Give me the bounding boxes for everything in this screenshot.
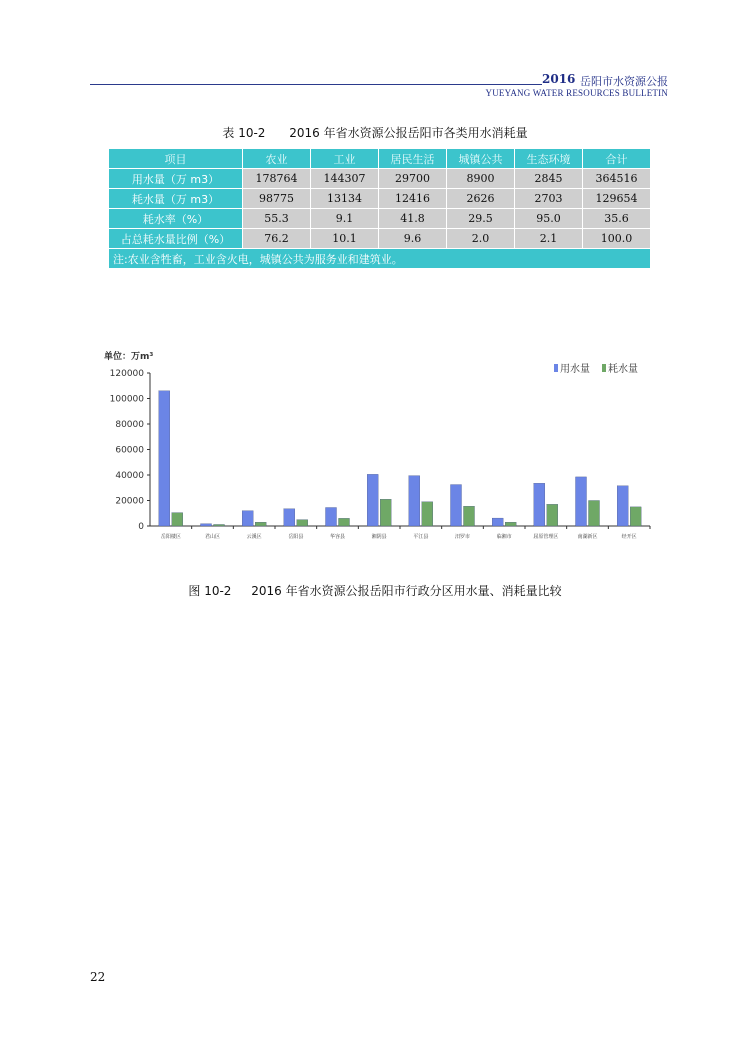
bar-water-consumption — [255, 522, 266, 526]
water-consumption-table — [108, 148, 651, 269]
x-tick-label: 平江县 — [413, 534, 429, 540]
bar-water-use — [534, 483, 545, 526]
bar-water-use — [451, 485, 462, 526]
table-cell: 9.1 — [311, 209, 379, 229]
table-caption-number: 表 10-2 — [222, 126, 266, 140]
bar-water-use — [242, 511, 253, 526]
table-cell: 41.8 — [379, 209, 447, 229]
bar-water-consumption — [172, 513, 183, 526]
table-cell: 12416 — [379, 189, 447, 209]
figure-caption-number: 图 10-2 — [188, 584, 232, 598]
row-label: 占总耗水量比例（%） — [109, 229, 243, 249]
page-header — [90, 70, 668, 102]
row-label: 用水量（万 m3） — [109, 169, 243, 189]
y-tick-label: 80000 — [115, 420, 144, 430]
district-water-chart — [100, 348, 660, 548]
legend-label: 用水量 — [560, 364, 590, 375]
row-label: 耗水率（%） — [109, 209, 243, 229]
table-header-row — [109, 149, 651, 169]
table-cell: 29.5 — [447, 209, 515, 229]
table-header-cell: 居民生活 — [379, 149, 447, 169]
x-tick-label: 湘阴县 — [371, 534, 387, 540]
y-tick-label: 0 — [138, 522, 144, 532]
table-cell: 2.0 — [447, 229, 515, 249]
table-cell: 2845 — [515, 169, 583, 189]
x-tick-label: 君山区 — [204, 534, 221, 540]
table-cell: 178764 — [243, 169, 311, 189]
table-header-cell: 生态环境 — [515, 149, 583, 169]
table-cell: 10.1 — [311, 229, 379, 249]
table-note-row — [109, 249, 651, 269]
header-rule — [90, 84, 542, 85]
x-tick-label: 岳阳县 — [288, 534, 304, 540]
x-tick-label: 岳阳楼区 — [160, 534, 181, 540]
bar-water-use — [159, 391, 170, 526]
table-cell: 35.6 — [583, 209, 651, 229]
chart-canvas — [100, 348, 660, 548]
table-cell: 2.1 — [515, 229, 583, 249]
y-axis-unit-label: 单位：万m³ — [104, 352, 154, 362]
table-header-cell: 农业 — [243, 149, 311, 169]
y-tick-label: 20000 — [115, 496, 144, 507]
x-tick-label: 汨罗市 — [454, 534, 471, 540]
bar-water-use — [492, 518, 503, 526]
table-header-cell: 合计 — [583, 149, 651, 169]
bar-water-use — [326, 508, 337, 526]
x-tick-label: 临湘市 — [496, 534, 512, 540]
bar-water-consumption — [422, 502, 433, 526]
y-tick-label: 120000 — [109, 369, 144, 379]
table-header-cell: 工业 — [311, 149, 379, 169]
bar-water-use — [201, 524, 212, 526]
bar-water-consumption — [547, 504, 558, 526]
y-tick-label: 100000 — [109, 394, 144, 405]
table-note: 注:农业含牲畜，工业含火电，城镇公共为服务业和建筑业。 — [109, 249, 651, 269]
x-tick-label: 华容县 — [329, 534, 346, 540]
page-number: 22 — [90, 970, 106, 984]
bar-water-consumption — [297, 520, 308, 526]
x-tick-label: 屈原管理区 — [533, 534, 559, 540]
legend-swatch — [602, 364, 606, 372]
table-row — [109, 229, 651, 249]
legend-swatch — [554, 364, 558, 372]
bar-water-use — [617, 486, 628, 526]
figure-caption — [0, 582, 750, 599]
table-cell: 8900 — [447, 169, 515, 189]
table-cell: 76.2 — [243, 229, 311, 249]
table-cell: 129654 — [583, 189, 651, 209]
table-header-cell: 项目 — [109, 149, 243, 169]
header-title: 岳阳市水资源公报 — [580, 75, 668, 88]
table-caption-text: 2016 年省水资源公报岳阳市各类用水消耗量 — [289, 126, 528, 140]
bar-water-use — [409, 476, 420, 526]
x-tick-label: 云溪区 — [246, 534, 262, 540]
table-cell: 100.0 — [583, 229, 651, 249]
bar-water-use — [284, 509, 295, 526]
table-cell: 95.0 — [515, 209, 583, 229]
bar-water-use — [367, 474, 378, 526]
bar-water-consumption — [589, 501, 600, 527]
bar-water-consumption — [630, 507, 641, 526]
table-cell: 55.3 — [243, 209, 311, 229]
table-cell: 144307 — [311, 169, 379, 189]
row-label: 耗水量（万 m3） — [109, 189, 243, 209]
bar-water-use — [576, 477, 587, 526]
y-tick-label: 60000 — [115, 445, 144, 456]
table-row — [109, 169, 651, 189]
table-caption — [0, 124, 750, 141]
y-tick-label: 40000 — [115, 471, 144, 481]
bar-water-consumption — [464, 506, 475, 526]
table-row — [109, 209, 651, 229]
table-cell: 29700 — [379, 169, 447, 189]
legend-label: 耗水量 — [608, 364, 638, 375]
bar-water-consumption — [214, 524, 225, 526]
bar-water-consumption — [339, 518, 350, 526]
x-tick-label: 南湖新区 — [577, 534, 598, 540]
bar-water-consumption — [380, 499, 391, 526]
header-subtitle: YUEYANG WATER RESOURCES BULLETIN — [485, 88, 668, 98]
x-tick-label: 经开区 — [621, 534, 637, 540]
table-cell: 98775 — [243, 189, 311, 209]
table-row — [109, 189, 651, 209]
table-cell: 9.6 — [379, 229, 447, 249]
header-year: 2016 — [542, 72, 576, 86]
figure-caption-text: 2016 年省水资源公报岳阳市行政分区用水量、消耗量比较 — [251, 584, 562, 598]
table-header-cell: 城镇公共 — [447, 149, 515, 169]
table-cell: 2703 — [515, 189, 583, 209]
table-cell: 13134 — [311, 189, 379, 209]
table-cell: 2626 — [447, 189, 515, 209]
table-cell: 364516 — [583, 169, 651, 189]
bar-water-consumption — [505, 522, 516, 526]
